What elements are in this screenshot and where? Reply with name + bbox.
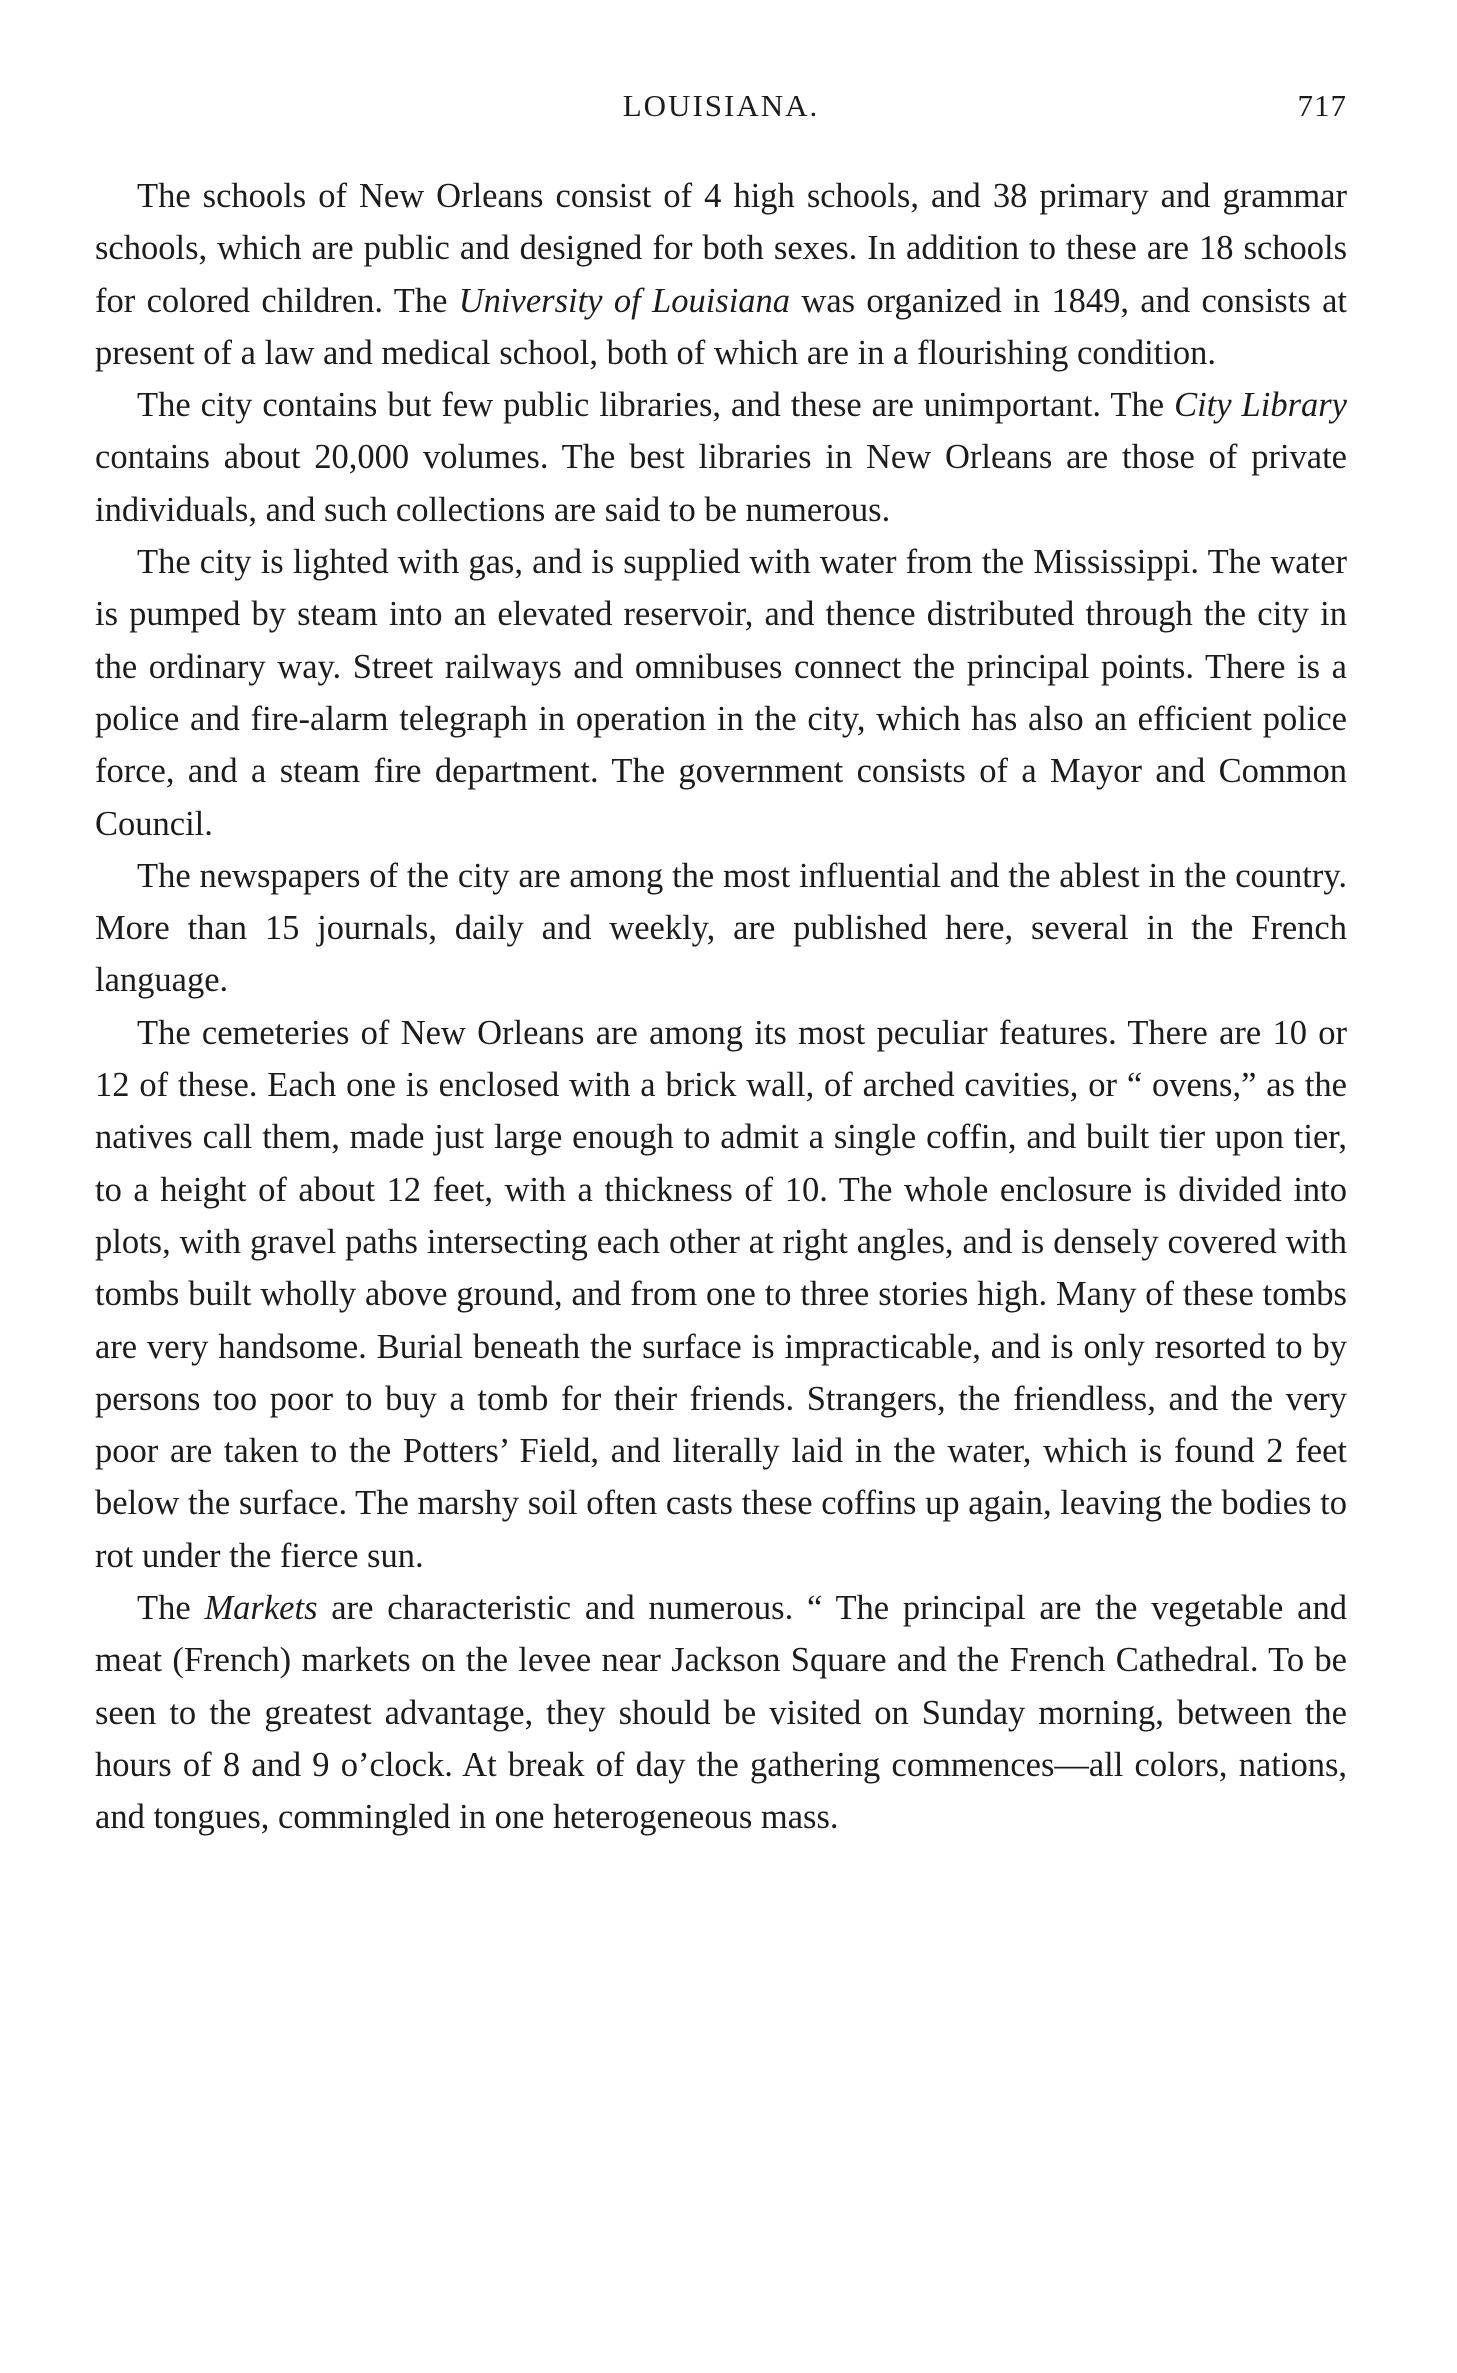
body-text — [95, 170, 1347, 1844]
paragraph-libraries — [95, 379, 1347, 536]
paragraph-schools — [95, 170, 1347, 379]
paragraph-text: The — [137, 1589, 205, 1628]
paragraph-text: are characteristic and numerous. “ The principal are the vegetable and meat (French) markets on the levee near Jackson Square and the French Cathedral. To be seen to the greatest advantage, they should be visited on Sunday morning, between the hours of 8 and 9 o’clock. At break of day the gathering commences—all colors, nations, and tongues, commingled in one heterogeneous mass. — [95, 1589, 1347, 1837]
italic-term: University of Louisiana — [458, 281, 791, 320]
paragraph-text: The city contains but few public libraries, and these are unimportant. The — [137, 386, 1175, 425]
paragraph-text: was organized in 1849, and consists at present of a law and medical school, both of which are in a flourishing condition. — [95, 281, 1347, 372]
page-number: 717 — [1297, 88, 1347, 123]
paragraph-text: The cemeteries of New Orleans are among its most peculiar features. There are 10 or 12 of these. Each one is enclosed with a brick wall, of arched cavities, or “ ovens,” as the natives call them, made just large enough to admit a single coffin, and built tier upon tier, to a height of about 12 feet, with a thickness of 10. The whole enclosure is divided into plots, with gravel paths intersecting each other at right angles, and is densely covered with tombs built wholly above ground, and from one to three stories high. Many of these tombs are very handsome. Burial beneath the surface is impracticable, and is only resorted to by persons too poor to buy a tomb for their friends. Strangers, the friendless, and the very poor are taken to the Potters’ Field, and literally laid in the water, which is found 2 feet below the surface. The marshy soil often casts these coffins up again, leaving the bodies to rot under the fierce sun. — [95, 1013, 1347, 1575]
paragraph-text: The schools of New Orleans consist of 4 high schools, and 38 primary and grammar schools, which are public and designed for both sexes. In addition to these are 18 schools for colored children. The — [95, 177, 1347, 320]
running-title: LOUISIANA. — [622, 88, 820, 123]
paragraph-text: contains about 20,000 volumes. The best libraries in New Orleans are those of private individuals, and such collections are said to be numerous. — [95, 438, 1347, 529]
paragraph-text: The newspapers of the city are among the most influential and the ablest in the country. More than 15 journals, daily and weekly, are published here, several in the French language. — [95, 856, 1347, 1000]
italic-term: Markets — [204, 1589, 318, 1628]
paragraph-markets — [95, 1582, 1347, 1843]
italic-term: City Library — [1174, 386, 1347, 425]
paragraph-newspapers — [95, 850, 1347, 1007]
paragraph-cemeteries — [95, 1007, 1347, 1582]
paragraph-utilities — [95, 536, 1347, 850]
running-head — [95, 88, 1347, 128]
paragraph-text: The city is lighted with gas, and is supplied with water from the Mississippi. The water is pumped by steam into an elevated reservoir, and thence distributed through the city in the ordinary way. Street railways and omnibuses connect the principal points. There is a police and fire-alarm telegraph in operation in the city, which has also an efficient police force, and a steam fire department. The government consists of a Mayor and Common Council. — [95, 543, 1347, 843]
